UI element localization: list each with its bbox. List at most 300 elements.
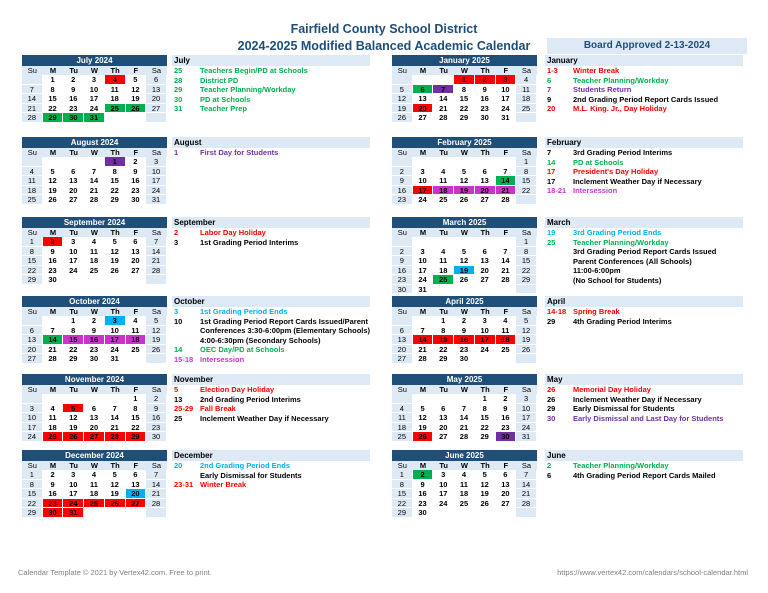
- day-cell: 1: [105, 157, 126, 167]
- weekday-label: Th: [110, 461, 120, 470]
- day-cell: 25: [516, 104, 537, 114]
- day-cell: 16: [413, 489, 434, 499]
- day-cell: 17: [496, 94, 517, 104]
- day-cell: [516, 508, 537, 518]
- day-cell: 20: [475, 186, 496, 196]
- day-cell: 5: [392, 85, 413, 95]
- day-cell: [433, 157, 454, 167]
- day-cell: 7: [413, 326, 434, 336]
- day-grid: [392, 394, 537, 442]
- day-grid: [22, 75, 167, 123]
- day-cell: 15: [126, 413, 147, 423]
- event-text: Parent Conferences (All Schools): [573, 256, 692, 266]
- event-row: [172, 414, 370, 424]
- weekday-label: Tu: [439, 148, 449, 157]
- event-text: Election Day Holiday: [200, 385, 275, 394]
- day-cell: [496, 157, 517, 167]
- month-events: [545, 296, 743, 326]
- day-cell: 29: [43, 113, 64, 123]
- weekday-label: W: [460, 148, 468, 157]
- event-row: [172, 404, 370, 414]
- event-row: [172, 148, 370, 158]
- event-date: 6: [547, 470, 552, 480]
- day-cell: 30: [43, 275, 64, 285]
- event-row: [545, 238, 743, 248]
- day-cell: [392, 157, 413, 167]
- day-cell: 21: [105, 423, 126, 433]
- day-cell: 14: [433, 94, 454, 104]
- weekday-header: [392, 385, 537, 394]
- day-cell: 27: [413, 113, 434, 123]
- day-cell: 29: [516, 275, 537, 285]
- day-cell: [496, 237, 517, 247]
- day-cell: 3: [516, 394, 537, 404]
- day-cell: [475, 354, 496, 364]
- day-cell: 30: [454, 354, 475, 364]
- day-cell: 18: [126, 335, 147, 345]
- day-cell: 26: [43, 195, 64, 205]
- month-events: [172, 450, 370, 490]
- day-cell: 1: [63, 316, 84, 326]
- day-cell: 2: [413, 470, 434, 480]
- event-row: [172, 355, 370, 365]
- day-cell: 3: [146, 157, 167, 167]
- day-cell: 26: [454, 275, 475, 285]
- day-cell: 8: [22, 480, 43, 490]
- day-cell: 20: [496, 489, 517, 499]
- day-cell: 31: [516, 432, 537, 442]
- day-cell: 30: [475, 113, 496, 123]
- event-date: 13: [174, 394, 183, 404]
- event-date: 6: [547, 75, 552, 85]
- day-cell: 6: [126, 470, 147, 480]
- day-cell: 16: [454, 335, 475, 345]
- weekday-label: M: [49, 461, 57, 470]
- day-cell: 12: [63, 413, 84, 423]
- day-cell: 13: [22, 335, 43, 345]
- events-month-header: June: [545, 450, 743, 461]
- day-cell: 4: [126, 316, 147, 326]
- day-cell: 5: [146, 316, 167, 326]
- day-cell: 19: [454, 266, 475, 276]
- day-cell: [454, 394, 475, 404]
- event-row: [545, 247, 743, 257]
- event-text: Intersession: [200, 354, 245, 364]
- day-cell: [496, 508, 517, 518]
- event-text: Teacher Planning/Workday: [573, 461, 669, 470]
- day-cell: 23: [475, 104, 496, 114]
- day-cell: 26: [105, 266, 126, 276]
- day-cell: 4: [433, 247, 454, 257]
- day-cell: 2: [84, 316, 105, 326]
- weekday-label: Tu: [69, 385, 79, 394]
- day-cell: 24: [413, 195, 434, 205]
- month-header: March 2025: [392, 217, 537, 228]
- day-cell: 24: [105, 345, 126, 355]
- event-row: [172, 76, 370, 86]
- day-cell: 2: [126, 157, 147, 167]
- event-date: [172, 336, 200, 346]
- day-cell: 18: [454, 489, 475, 499]
- day-cell: 22: [433, 345, 454, 355]
- month-calendar: [392, 217, 537, 294]
- event-date: 20: [547, 104, 556, 113]
- event-row: [545, 257, 743, 267]
- day-cell: 4: [496, 316, 517, 326]
- day-cell: [105, 508, 126, 518]
- day-cell: 7: [43, 326, 64, 336]
- event-date: 25: [174, 66, 183, 75]
- day-cell: 3: [105, 316, 126, 326]
- day-cell: 24: [413, 275, 434, 285]
- day-cell: 19: [105, 256, 126, 266]
- day-cell: 12: [146, 326, 167, 336]
- day-grid: [392, 316, 537, 364]
- day-cell: 10: [475, 326, 496, 336]
- event-text: 3rd Grading Period Report Cards Issued: [573, 247, 717, 256]
- month-events: [172, 55, 370, 114]
- day-cell: 18: [433, 266, 454, 276]
- event-row: [172, 480, 370, 490]
- event-date: 18-21: [547, 186, 567, 195]
- day-cell: 28: [22, 113, 43, 123]
- weekday-label: W: [90, 66, 98, 75]
- day-cell: 9: [84, 326, 105, 336]
- day-cell: 31: [146, 195, 167, 205]
- day-cell: [146, 354, 167, 364]
- day-cell: 28: [146, 266, 167, 276]
- day-cell: 3: [63, 470, 84, 480]
- day-cell: 22: [126, 423, 147, 433]
- footer-url[interactable]: https://www.vertex42.com/calendars/school-calendar.html: [557, 568, 748, 577]
- event-date: 29: [547, 404, 556, 413]
- event-text: Winter Break: [200, 480, 247, 489]
- day-cell: 27: [126, 266, 147, 276]
- day-grid: [392, 157, 537, 205]
- day-cell: 22: [22, 266, 43, 276]
- weekday-label: W: [460, 307, 468, 316]
- weekday-header: [392, 307, 537, 316]
- event-row: [172, 228, 370, 238]
- weekday-label: Sa: [151, 228, 162, 237]
- day-cell: 24: [22, 432, 43, 442]
- day-grid: [22, 394, 167, 442]
- day-cell: 28: [496, 195, 517, 205]
- day-cell: 23: [454, 345, 475, 355]
- day-cell: 13: [146, 85, 167, 95]
- day-cell: 1: [392, 470, 413, 480]
- weekday-label: Su: [397, 148, 407, 157]
- day-grid: [22, 316, 167, 364]
- event-date: 25: [547, 237, 556, 247]
- weekday-label: Tu: [439, 461, 449, 470]
- day-cell: 16: [126, 176, 147, 186]
- day-cell: [63, 394, 84, 404]
- day-cell: 26: [126, 104, 147, 114]
- event-text: 11:00-6:00pm: [573, 266, 621, 275]
- events-month-header: February: [545, 137, 743, 148]
- weekday-label: W: [90, 148, 98, 157]
- day-cell: 12: [413, 413, 434, 423]
- day-cell: 15: [22, 489, 43, 499]
- day-cell: 9: [392, 256, 413, 266]
- day-cell: 25: [105, 104, 126, 114]
- weekday-label: Tu: [439, 228, 449, 237]
- event-date: 2: [174, 228, 179, 237]
- event-date: 14: [174, 345, 183, 354]
- day-cell: 29: [433, 354, 454, 364]
- day-cell: 22: [475, 423, 496, 433]
- weekday-label: M: [419, 66, 427, 75]
- day-cell: 17: [105, 335, 126, 345]
- day-grid: [392, 237, 537, 294]
- day-cell: 25: [22, 195, 43, 205]
- day-cell: 24: [63, 266, 84, 276]
- day-cell: 21: [496, 186, 517, 196]
- day-cell: 9: [413, 480, 434, 490]
- event-row: [172, 66, 370, 76]
- day-cell: [43, 394, 64, 404]
- weekday-label: W: [90, 461, 98, 470]
- weekday-label: Su: [397, 307, 407, 316]
- event-text: PD at Schools: [200, 94, 251, 104]
- event-date: [545, 257, 573, 267]
- day-cell: 11: [105, 85, 126, 95]
- day-cell: 14: [413, 335, 434, 345]
- event-date: [545, 266, 573, 276]
- day-cell: 11: [126, 326, 147, 336]
- day-cell: 6: [413, 85, 434, 95]
- event-text: 1st Grading Period Ends: [200, 307, 288, 316]
- day-cell: 27: [126, 499, 147, 509]
- month-events: [545, 137, 743, 196]
- event-row: [545, 266, 743, 276]
- day-cell: 13: [392, 335, 413, 345]
- day-cell: 14: [496, 256, 517, 266]
- event-row: [545, 395, 743, 405]
- weekday-label: F: [133, 66, 139, 75]
- day-cell: 6: [126, 237, 147, 247]
- day-cell: 8: [516, 247, 537, 257]
- events-month-header: May: [545, 374, 743, 385]
- day-cell: [413, 316, 434, 326]
- event-text: 1st Grading Period Interims: [200, 237, 299, 247]
- day-cell: 6: [475, 247, 496, 257]
- day-cell: [22, 75, 43, 85]
- day-cell: 27: [84, 432, 105, 442]
- day-cell: 5: [63, 404, 84, 414]
- day-cell: 9: [454, 326, 475, 336]
- day-cell: 29: [63, 354, 84, 364]
- event-text: Teacher Prep: [200, 104, 247, 113]
- day-cell: 7: [516, 470, 537, 480]
- day-cell: 26: [413, 432, 434, 442]
- weekday-label: Su: [27, 385, 37, 394]
- weekday-label: Th: [480, 461, 490, 470]
- day-cell: 11: [84, 247, 105, 257]
- event-text: M.L. King. Jr., Day Holiday: [573, 104, 667, 113]
- day-cell: 18: [516, 94, 537, 104]
- event-text: Intersession: [573, 186, 618, 195]
- day-cell: 2: [43, 470, 64, 480]
- day-cell: 7: [22, 85, 43, 95]
- day-cell: 13: [126, 247, 147, 257]
- day-cell: 20: [392, 345, 413, 355]
- day-cell: [516, 354, 537, 364]
- weekday-label: Sa: [151, 461, 162, 470]
- event-row: [172, 104, 370, 114]
- weekday-label: F: [133, 461, 139, 470]
- weekday-label: Su: [27, 307, 37, 316]
- day-cell: 12: [43, 176, 64, 186]
- day-cell: 18: [496, 335, 517, 345]
- month-calendar: [22, 296, 167, 364]
- month-header: August 2024: [22, 137, 167, 148]
- day-cell: 5: [126, 75, 147, 85]
- day-cell: [126, 275, 147, 285]
- day-cell: 19: [126, 94, 147, 104]
- month-calendar: [22, 217, 167, 285]
- day-cell: 3: [413, 247, 434, 257]
- weekday-label: Tu: [69, 66, 79, 75]
- day-cell: 8: [433, 326, 454, 336]
- day-cell: [413, 394, 434, 404]
- day-cell: 17: [84, 94, 105, 104]
- day-cell: 16: [63, 94, 84, 104]
- day-cell: 23: [84, 345, 105, 355]
- day-cell: [63, 275, 84, 285]
- day-cell: 28: [496, 275, 517, 285]
- day-cell: 14: [454, 413, 475, 423]
- day-cell: [454, 508, 475, 518]
- event-date: 19: [547, 228, 556, 237]
- day-cell: 29: [475, 432, 496, 442]
- day-cell: 30: [496, 432, 517, 442]
- day-cell: [84, 157, 105, 167]
- day-cell: 17: [516, 413, 537, 423]
- day-cell: 29: [105, 195, 126, 205]
- event-row: [172, 336, 370, 346]
- weekday-header: [392, 66, 537, 75]
- weekday-label: M: [49, 66, 57, 75]
- event-text: 3rd Grading Period Interims: [573, 148, 673, 157]
- day-cell: 12: [126, 85, 147, 95]
- event-text: Memorial Day Holiday: [573, 385, 651, 394]
- events-month-header: December: [172, 450, 370, 461]
- day-cell: 2: [392, 247, 413, 257]
- event-date: 9: [547, 94, 552, 104]
- day-cell: 3: [475, 316, 496, 326]
- events-month-header: April: [545, 296, 743, 307]
- day-cell: 6: [433, 404, 454, 414]
- day-cell: [392, 394, 413, 404]
- event-text: 1st Grading Period Report Cards Issued/Parent: [200, 316, 368, 326]
- day-cell: 7: [146, 237, 167, 247]
- day-cell: 10: [413, 176, 434, 186]
- day-cell: 23: [392, 195, 413, 205]
- day-cell: [496, 354, 517, 364]
- event-row: [545, 177, 743, 187]
- month-header: October 2024: [22, 296, 167, 307]
- weekday-label: W: [460, 385, 468, 394]
- event-text: Conferences 3:30-6:00pm (Elementary Schools): [200, 326, 371, 335]
- event-date: 23-31: [174, 480, 194, 489]
- month-header: January 2025: [392, 55, 537, 66]
- day-cell: 15: [475, 413, 496, 423]
- day-grid: [392, 470, 537, 518]
- event-row: [545, 307, 743, 317]
- day-cell: 19: [146, 335, 167, 345]
- event-date: 15-18: [174, 354, 194, 364]
- weekday-label: Sa: [151, 307, 162, 316]
- day-cell: 31: [63, 508, 84, 518]
- day-cell: 28: [516, 499, 537, 509]
- day-cell: [475, 157, 496, 167]
- day-cell: [105, 113, 126, 123]
- day-cell: 22: [105, 186, 126, 196]
- event-date: [172, 326, 200, 336]
- day-cell: 1: [475, 394, 496, 404]
- month-events: [172, 137, 370, 158]
- weekday-label: M: [419, 461, 427, 470]
- day-cell: 30: [43, 508, 64, 518]
- day-cell: 14: [43, 335, 64, 345]
- event-row: [545, 85, 743, 95]
- weekday-label: Sa: [151, 385, 162, 394]
- events-month-header: August: [172, 137, 370, 148]
- event-text: Teacher Planning/Workday: [573, 237, 669, 247]
- weekday-label: W: [90, 385, 98, 394]
- day-cell: 12: [516, 326, 537, 336]
- day-cell: 8: [475, 404, 496, 414]
- day-cell: 11: [433, 256, 454, 266]
- event-date: 28: [174, 75, 183, 85]
- month-events: [545, 217, 743, 285]
- day-cell: 30: [126, 195, 147, 205]
- weekday-label: Th: [480, 385, 490, 394]
- day-cell: 24: [496, 104, 517, 114]
- day-cell: [84, 275, 105, 285]
- day-cell: 27: [496, 499, 517, 509]
- day-cell: 23: [146, 423, 167, 433]
- month-calendar: [22, 55, 167, 123]
- weekday-label: W: [460, 66, 468, 75]
- day-cell: 1: [43, 75, 64, 85]
- event-row: [545, 317, 743, 327]
- day-cell: 16: [475, 94, 496, 104]
- event-text: 4th Grading Period Report Cards Mailed: [573, 470, 716, 480]
- day-cell: 25: [43, 432, 64, 442]
- day-cell: 8: [516, 167, 537, 177]
- events-month-header: October: [172, 296, 370, 307]
- day-cell: 23: [63, 104, 84, 114]
- day-cell: 5: [43, 167, 64, 177]
- weekday-label: Sa: [521, 461, 532, 470]
- day-cell: 9: [392, 176, 413, 186]
- day-cell: 16: [43, 256, 64, 266]
- weekday-label: Su: [27, 148, 37, 157]
- day-cell: [433, 285, 454, 295]
- day-cell: [146, 508, 167, 518]
- weekday-label: Tu: [69, 461, 79, 470]
- day-cell: 26: [105, 499, 126, 509]
- event-date: 3: [174, 307, 179, 316]
- day-cell: 1: [22, 470, 43, 480]
- month-calendar: [392, 296, 537, 364]
- day-cell: 24: [475, 345, 496, 355]
- day-cell: 13: [475, 256, 496, 266]
- day-cell: [392, 316, 413, 326]
